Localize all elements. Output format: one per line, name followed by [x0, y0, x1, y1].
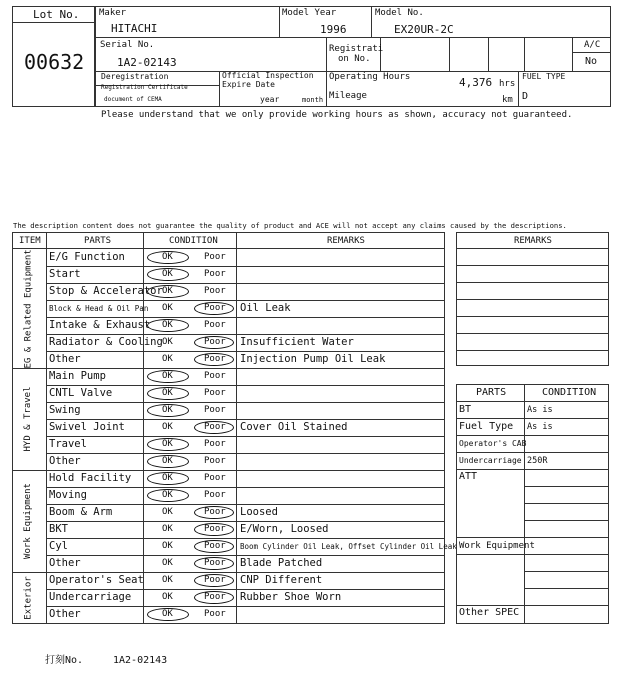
ok-option[interactable]: OK [162, 609, 173, 619]
right-part-label: BT [459, 404, 472, 415]
ok-option[interactable]: OK [162, 439, 173, 449]
fuel-type-value: D [522, 91, 529, 102]
header-item: ITEM [19, 236, 41, 246]
part-label: CNTL Valve [49, 387, 113, 399]
km-label: km [502, 95, 513, 105]
poor-option[interactable]: Poor [204, 303, 226, 313]
table-row [46, 572, 445, 589]
ok-option[interactable]: OK [162, 269, 173, 279]
poor-option[interactable]: Poor [204, 456, 226, 466]
part-label: Start [49, 268, 81, 280]
header-parts: PARTS [84, 236, 112, 246]
work-equipment-label: Work Equipment [459, 541, 535, 551]
poor-option[interactable]: Poor [204, 337, 226, 347]
header-remarks: REMARKS [327, 236, 365, 246]
selected-condition-circle [147, 251, 189, 264]
table-row [46, 487, 445, 504]
table-row [46, 368, 445, 385]
operating-hours-label: Operating Hours [329, 72, 411, 82]
model-no-value: EX20UR-2C [394, 23, 454, 36]
poor-option[interactable]: Poor [204, 524, 226, 534]
selected-condition-circle [147, 608, 189, 621]
ok-option[interactable]: OK [162, 507, 173, 517]
right-part-label: Fuel Type [459, 421, 514, 432]
other-spec-label: Other SPEC [459, 607, 520, 618]
selected-condition-circle [147, 319, 189, 332]
part-label: Other [49, 608, 81, 620]
operating-hours-value: 4,376 [459, 76, 493, 89]
poor-option[interactable]: Poor [204, 388, 226, 398]
part-label: Block & Head & Oil Pan [49, 304, 149, 313]
month-label: month [302, 96, 324, 104]
part-label: Other [49, 353, 81, 365]
poor-option[interactable]: Poor [204, 252, 226, 262]
ok-option[interactable]: OK [162, 524, 173, 534]
group-label: Work Equipment [23, 483, 33, 559]
poor-option[interactable]: Poor [204, 405, 226, 415]
registration-label-1: Registrati [329, 44, 384, 54]
poor-option[interactable]: Poor [204, 609, 226, 619]
poor-option[interactable]: Poor [204, 490, 226, 500]
lot-no-label: Lot No. [33, 8, 80, 21]
condition-panel-header: CONDITION [542, 387, 597, 398]
part-label: Undercarriage [49, 591, 132, 603]
document-cema-label: document of CEMA [104, 96, 162, 103]
selected-condition-circle [147, 472, 189, 485]
remarks-panel-header: REMARKS [514, 236, 552, 246]
table-row [46, 521, 445, 538]
part-label: Main Pump [49, 370, 106, 382]
selected-condition-circle [194, 591, 234, 604]
right-condition-value: As is [527, 405, 553, 415]
selected-condition-circle [194, 523, 234, 536]
serial-no-value: 1A2-02143 [117, 56, 177, 69]
registration-certificate-label: Registration Certificate [101, 84, 188, 91]
selected-condition-circle [194, 353, 234, 366]
poor-option[interactable]: Poor [204, 320, 226, 330]
group-label: EG & Related Equipment [23, 248, 33, 368]
poor-option[interactable]: Poor [204, 286, 226, 296]
table-row [46, 351, 445, 368]
selected-condition-circle [147, 489, 189, 502]
selected-condition-circle [147, 268, 189, 281]
poor-option[interactable]: Poor [204, 354, 226, 364]
model-year-label: Model Year [282, 8, 337, 18]
table-row [46, 249, 445, 266]
right-condition-value: 250R [527, 456, 548, 466]
table-row [46, 470, 445, 487]
table-row [46, 436, 445, 453]
hrs-label: hrs [499, 79, 516, 89]
poor-option[interactable]: Poor [204, 422, 226, 432]
poor-option[interactable]: Poor [204, 575, 226, 585]
ok-option[interactable]: OK [162, 405, 173, 415]
table-row [46, 385, 445, 402]
ok-option[interactable]: OK [162, 286, 173, 296]
selected-condition-circle [194, 336, 234, 349]
stamp-value: 1A2-02143 [113, 655, 168, 666]
maker-label: Maker [99, 8, 127, 18]
disclaimer: Please understand that we only provide working hours as shown, accuracy not guaranteed. [101, 110, 573, 120]
selected-condition-circle [147, 285, 189, 298]
selected-condition-circle [147, 404, 189, 417]
part-label: Intake & Exhaust [49, 319, 151, 331]
group-label: HYD & Travel [23, 386, 33, 452]
selected-condition-circle [194, 506, 234, 519]
part-label: Stop & Accelerator [49, 285, 163, 297]
header-condition: CONDITION [169, 236, 218, 246]
ok-option[interactable]: OK [162, 371, 173, 381]
fuel-type-label: FUEL TYPE [522, 72, 566, 81]
ok-option[interactable]: OK [162, 252, 173, 262]
model-year-value: 1996 [320, 23, 347, 36]
registration-label-2: on No. [338, 54, 371, 64]
right-part-label: Operator's CAB [459, 439, 527, 448]
remark-text: Oil Leak [240, 302, 291, 314]
att-label: ATT [459, 471, 478, 482]
selected-condition-circle [194, 302, 234, 315]
year-label: year [260, 95, 280, 104]
ok-option[interactable]: OK [162, 490, 173, 500]
part-label: Moving [49, 489, 87, 501]
model-no-label: Model No. [375, 8, 424, 18]
stamp-label: 打刻No. [45, 655, 84, 666]
selected-condition-circle [194, 540, 234, 553]
mileage-label: Mileage [329, 91, 367, 101]
part-label: Hold Facility [49, 472, 132, 484]
ok-option[interactable]: OK [162, 422, 173, 432]
part-label: Swivel Joint [49, 421, 125, 433]
right-part-label: Undercarriage [459, 456, 522, 465]
remark-text: Rubber Shoe Worn [240, 591, 342, 603]
part-label: Boom & Arm [49, 506, 113, 518]
part-label: Radiator & Cooling [49, 336, 163, 348]
poor-option[interactable]: Poor [204, 439, 226, 449]
maker-value: HITACHI [111, 22, 158, 35]
remark-text: Blade Patched [240, 557, 323, 569]
table-row [46, 300, 445, 317]
poor-option[interactable]: Poor [204, 558, 226, 568]
remark-text: E/Worn, Loosed [240, 523, 329, 535]
table-row [46, 453, 445, 470]
ok-option[interactable]: OK [162, 320, 173, 330]
table-row [46, 504, 445, 521]
table-row [46, 402, 445, 419]
part-label: Other [49, 455, 81, 467]
table-row [46, 538, 457, 555]
table-row [46, 266, 445, 283]
ok-option[interactable]: OK [162, 541, 173, 551]
notice-text: The description content does not guarantee the quality of product and ACE will not accept any claims caused by the descriptions. [13, 221, 567, 230]
selected-condition-circle [147, 438, 189, 451]
remark-text: Cover Oil Stained [240, 421, 348, 433]
table-row [46, 589, 445, 606]
table-row [46, 334, 445, 351]
ok-option[interactable]: OK [162, 337, 173, 347]
part-label: BKT [49, 523, 68, 535]
table-row [46, 555, 445, 572]
part-label: Cyl [49, 540, 68, 552]
ac-value: No [585, 56, 598, 67]
deregistration-label: Deregistration [101, 72, 169, 81]
part-label: Swing [49, 404, 81, 416]
poor-option[interactable]: Poor [204, 541, 226, 551]
part-label: Operator's Seat [49, 574, 144, 586]
poor-option[interactable]: Poor [204, 371, 226, 381]
selected-condition-circle [147, 455, 189, 468]
ok-option[interactable]: OK [162, 575, 173, 585]
table-row [46, 606, 445, 623]
table-row [46, 317, 445, 334]
selected-condition-circle [194, 557, 234, 570]
poor-option[interactable]: Poor [204, 269, 226, 279]
poor-option[interactable]: Poor [204, 473, 226, 483]
ok-option[interactable]: OK [162, 354, 173, 364]
ac-label: A/C [584, 40, 601, 50]
ok-option[interactable]: OK [162, 473, 173, 483]
selected-condition-circle [194, 421, 234, 434]
lot-no: 00632 [24, 50, 85, 74]
part-label: Travel [49, 438, 87, 450]
group-label: Exterior [23, 575, 33, 620]
remark-text: CNP Different [240, 574, 323, 586]
official-inspection-label-2: Expire Date [222, 80, 275, 89]
remark-text: Insufficient Water [240, 336, 354, 348]
poor-option[interactable]: Poor [204, 507, 226, 517]
ok-option[interactable]: OK [162, 456, 173, 466]
part-label: Other [49, 557, 81, 569]
ok-option[interactable]: OK [162, 558, 173, 568]
ok-option[interactable]: OK [162, 388, 173, 398]
ok-option[interactable]: OK [162, 303, 173, 313]
ok-option[interactable]: OK [162, 592, 173, 602]
remark-text: Boom Cylinder Oil Leak, Offset Cylinder Oil Leak [240, 542, 457, 551]
right-condition-value: As is [527, 422, 553, 432]
poor-option[interactable]: Poor [204, 592, 226, 602]
remark-text: Injection Pump Oil Leak [240, 353, 386, 365]
table-row [46, 419, 445, 436]
table-row [46, 283, 445, 300]
serial-no-label: Serial No. [100, 40, 155, 50]
parts-panel-header: PARTS [476, 387, 507, 398]
remark-text: Loosed [240, 506, 278, 518]
selected-condition-circle [194, 574, 234, 587]
part-label: E/G Function [49, 251, 125, 263]
official-inspection-label-1: Official Inspection [222, 71, 314, 80]
selected-condition-circle [147, 370, 189, 383]
selected-condition-circle [147, 387, 189, 400]
